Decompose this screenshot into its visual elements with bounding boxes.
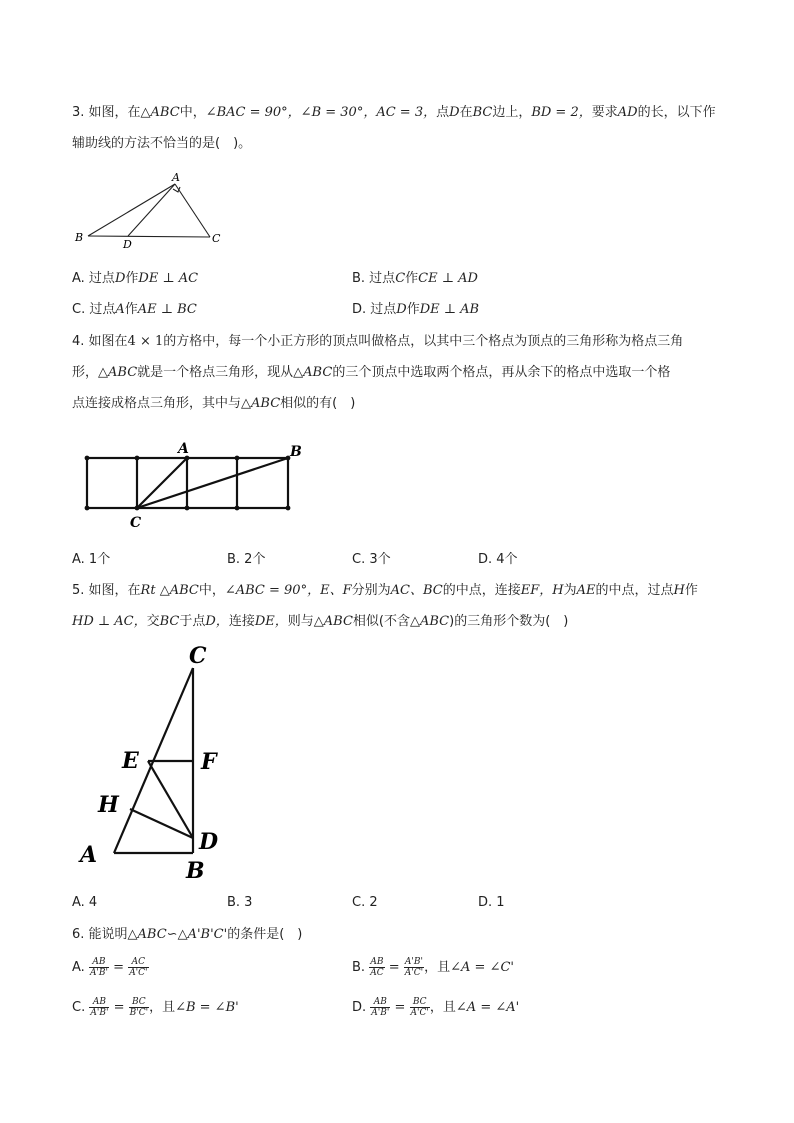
- q3-label-b: B: [75, 231, 84, 244]
- q4-label-c: C: [130, 515, 142, 531]
- q5-option-c[interactable]: C. 2: [352, 895, 378, 910]
- q5-triangle-figure: [72, 640, 232, 885]
- q4-label-a: A: [178, 441, 189, 457]
- q3-segment-ad: [128, 184, 175, 236]
- q3-label-a: A: [172, 171, 180, 184]
- q5-stem-line2: HD ⊥ AC，交BC于点D，连接DE，则与△ABC相似(不含△ABC)的三角形个数为( ): [72, 614, 569, 629]
- q3-stem-line1: 3. 如图，在△ABC中，∠BAC = 90°，∠B = 30°，AC = 3，点D在BC边上，BD = 2，要求AD的长，以下作: [72, 105, 716, 120]
- q5-stem-line1: 5. 如图，在Rt △ABC中，∠ABC = 90°，E、F分别为AC、BC的中点，连接EF，H为AE的中点，过点H作: [72, 583, 698, 598]
- q4-grid-point: [235, 506, 240, 511]
- q3-option-a[interactable]: A. 过点D作DE ⊥ AC: [72, 271, 199, 286]
- q3-stem-line2: 辅助线的方法不恰当的是( )。: [72, 136, 252, 151]
- q3-option-d[interactable]: D. 过点D作DE ⊥ AB: [352, 302, 480, 317]
- q6-option-a[interactable]: A. $\frac{AB}{A'B'}$ = $\frac{AC}{A'C'}$: [72, 957, 148, 978]
- q4-option-a[interactable]: A. 1个: [72, 552, 111, 567]
- q6-b-frac-left: $\frac{AB}{AC}$: [370, 957, 384, 978]
- q3-option-b[interactable]: B. 过点C作CE ⊥ AD: [352, 271, 478, 286]
- q6-a-frac-left: $\frac{AB}{A'B'}$: [89, 957, 108, 978]
- q5-option-b[interactable]: B. 3: [227, 895, 253, 910]
- q6-option-d[interactable]: D. $\frac{AB}{A'B'}$ = $\frac{BC}{A'C'}$ ，且∠A = ∠A': [352, 997, 520, 1018]
- q4-option-b[interactable]: B. 2个: [227, 552, 266, 567]
- q3-right-angle-mark: [173, 187, 180, 192]
- q3-side-ab: [88, 184, 175, 236]
- q5-option-d[interactable]: D. 1: [478, 895, 505, 910]
- q4-stem-line3: 点连接成格点三角形，其中与△ABC相似的有( ): [72, 396, 356, 411]
- q6-d-frac-left: $\frac{AB}{A'B'}$: [371, 997, 390, 1018]
- q4-grid-point: [85, 506, 90, 511]
- q4-label-b: B: [290, 444, 302, 460]
- q4-stem-line2: 形，△ABC就是一个格点三角形，现从△ABC的三个顶点中选取两个格点，再从余下的格点中选取一个格: [72, 365, 671, 380]
- q4-stem-line1: 4. 如图在4 × 1的方格中，每一个小正方形的顶点叫做格点，以其中三个格点为顶点的三角形称为格点三角: [72, 334, 684, 349]
- q6-option-c[interactable]: C. $\frac{AB}{A'B'}$ = $\frac{BC}{B'C'}$ ，且∠B = ∠B': [72, 997, 239, 1018]
- q6-a-frac-right: $\frac{AC}{A'C'}$: [129, 957, 148, 978]
- q3-label-c: C: [212, 232, 221, 245]
- q4-grid-point: [85, 456, 90, 461]
- q3-side-bc: [88, 236, 210, 237]
- q4-grid-point: [135, 506, 140, 511]
- q5-label-d: D: [199, 829, 219, 855]
- q4-grid-point: [135, 456, 140, 461]
- q4-grid-point: [235, 456, 240, 461]
- q3-side-ac: [175, 184, 210, 237]
- q6-option-b[interactable]: B. $\frac{AB}{AC}$ = $\frac{A'B'}{A'C'}$ ，且∠A = ∠C': [352, 957, 514, 978]
- q4-grid-point: [185, 506, 190, 511]
- q6-c-frac-right: $\frac{BC}{B'C'}$: [129, 997, 149, 1018]
- q3-label-d: D: [123, 238, 132, 251]
- q4-option-c[interactable]: C. 3个: [352, 552, 391, 567]
- q4-grid-point: [286, 506, 291, 511]
- q5-label-h: H: [98, 792, 119, 818]
- q4-segment-cb: [137, 458, 288, 508]
- q3-option-c[interactable]: C. 过点A作AE ⊥ BC: [72, 302, 197, 317]
- q4-grid-figure: [78, 436, 308, 532]
- q5-label-a: A: [80, 842, 98, 868]
- q5-option-a[interactable]: A. 4: [72, 895, 98, 910]
- q6-b-frac-right: $\frac{A'B'}{A'C'}$: [404, 957, 424, 978]
- q6-stem: 6. 能说明△ABC∽△A'B'C'的条件是( ): [72, 927, 303, 942]
- q5-label-e: E: [122, 748, 139, 774]
- q6-c-frac-left: $\frac{AB}{A'B'}$: [90, 997, 109, 1018]
- q5-label-f: F: [201, 749, 217, 775]
- q5-label-b: B: [186, 858, 205, 884]
- q3-triangle-figure: [70, 168, 230, 252]
- q6-d-frac-right: $\frac{BC}{A'C'}$: [410, 997, 429, 1018]
- q4-option-d[interactable]: D. 4个: [478, 552, 518, 567]
- q5-label-c: C: [189, 643, 207, 669]
